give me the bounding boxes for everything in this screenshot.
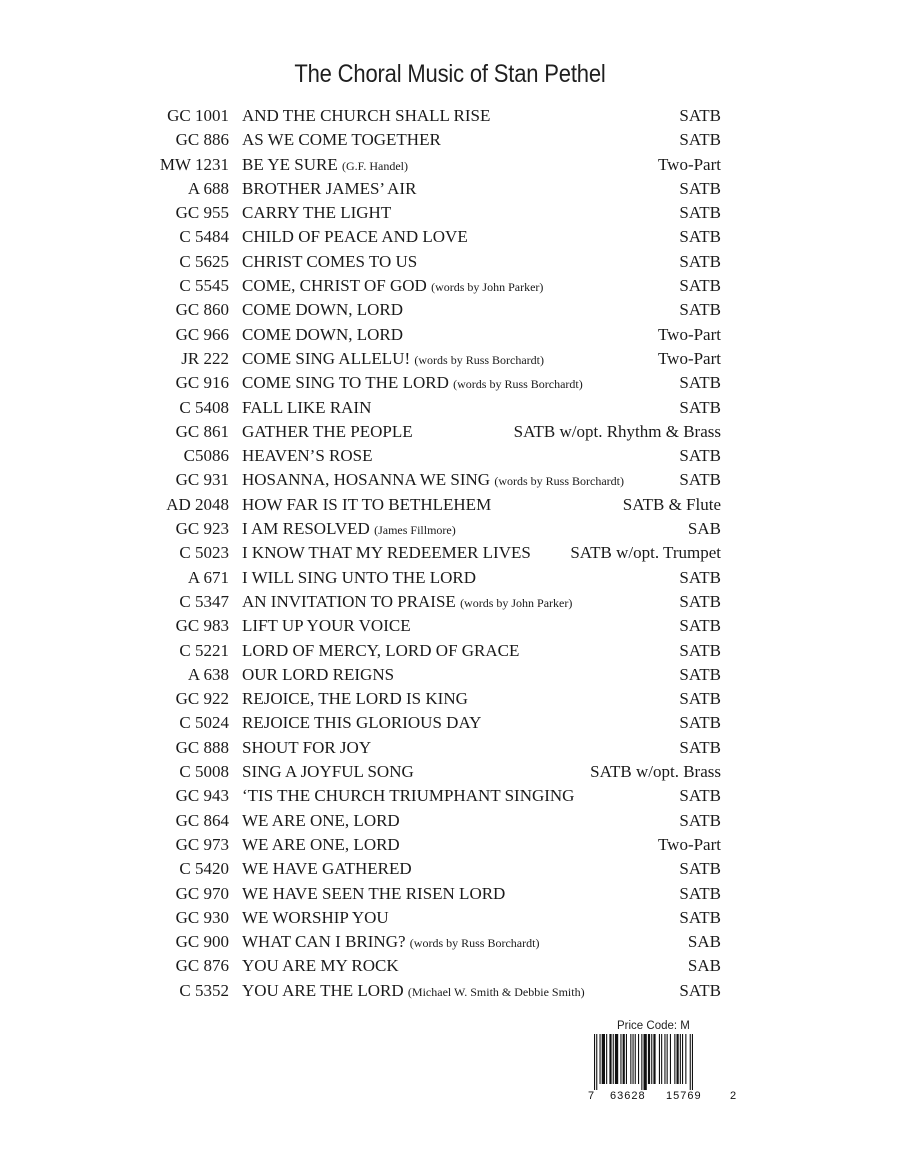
song-title: HOW FAR IS IT TO BETHLEHEM (242, 494, 492, 514)
song-title-cell (242, 566, 476, 590)
catalog-row (0, 930, 900, 954)
catalog-code: C 5625 (179, 251, 229, 271)
song-title-cell (242, 493, 491, 517)
song-title: HEAVEN’S ROSE (242, 446, 373, 466)
song-credit: (James Fillmore) (374, 523, 456, 538)
song-title: LIFT UP YOUR VOICE (242, 616, 411, 636)
catalog-row (0, 639, 900, 663)
catalog-row (0, 736, 900, 760)
barcode-left-digits: 63628 (610, 1090, 646, 1102)
catalog-code: GC 860 (175, 300, 229, 320)
catalog-row (0, 906, 900, 930)
song-title-cell (242, 857, 412, 881)
catalog-row (0, 153, 900, 177)
song-title-cell (242, 541, 531, 565)
catalog-row (0, 250, 900, 274)
barcode-bars (594, 1034, 724, 1090)
barcode-bar (620, 1034, 621, 1084)
voicing: SATB (679, 203, 721, 223)
song-title-cell (242, 906, 389, 930)
song-title-cell (242, 468, 624, 493)
barcode-bar (606, 1034, 607, 1084)
catalog-code: C 5024 (179, 713, 229, 733)
catalog-code: C 5420 (179, 859, 229, 879)
catalog-row (0, 566, 900, 590)
song-title: HOSANNA, HOSANNA WE SING (242, 470, 491, 490)
voicing: SAB (687, 956, 721, 976)
barcode-bar (602, 1034, 605, 1084)
catalog-list (0, 104, 900, 1003)
barcode (588, 1034, 737, 1104)
catalog-code: MW 1231 (159, 154, 229, 174)
voicing: SATB (679, 713, 721, 733)
barcode-bar (659, 1034, 660, 1084)
song-title-cell (242, 225, 468, 249)
voicing: SATB (679, 446, 721, 466)
catalog-row (0, 614, 900, 638)
barcode-bar (623, 1034, 625, 1084)
catalog-row (0, 663, 900, 687)
song-title: GATHER THE PEOPLE (242, 421, 413, 441)
song-title-cell (242, 930, 539, 955)
catalog-row (0, 784, 900, 808)
song-title: WE ARE ONE, LORD (242, 810, 400, 830)
song-title-cell (242, 882, 505, 906)
catalog-code: GC 1001 (167, 106, 229, 125)
song-title: CHILD OF PEACE AND LOVE (242, 227, 468, 247)
catalog-row (0, 687, 900, 711)
catalog-code: C 5408 (179, 397, 229, 417)
song-title: CARRY THE LIGHT (242, 203, 392, 223)
song-title: ‘TIS THE CHURCH TRIUMPHANT SINGING (242, 786, 575, 806)
barcode-bar (609, 1034, 611, 1084)
song-title-cell (242, 177, 416, 201)
song-title: WE ARE ONE, LORD (242, 834, 400, 854)
song-title-cell (242, 250, 417, 274)
catalog-code: GC 970 (175, 883, 229, 903)
voicing: SATB (679, 980, 721, 1000)
voicing: SATB (679, 373, 721, 393)
song-credit: (words by Russ Borchardt) (494, 474, 624, 489)
catalog-code: GC 886 (175, 130, 229, 150)
voicing: Two-Part (657, 324, 721, 344)
voicing: Two-Part (657, 348, 721, 368)
catalog-row (0, 590, 900, 614)
song-title: COME, CHRIST OF GOD (242, 276, 427, 296)
song-title: I WILL SING UNTO THE LORD (242, 567, 477, 587)
catalog-code: A 671 (187, 567, 229, 587)
barcode-bar (692, 1034, 693, 1090)
barcode-check-digit: 2 (730, 1090, 737, 1102)
song-title-cell (242, 784, 574, 808)
barcode-bar (596, 1034, 597, 1090)
catalog-row (0, 323, 900, 347)
catalog-row (0, 128, 900, 152)
voicing: SATB w/opt. Trumpet (570, 543, 721, 563)
catalog-code: C 5484 (179, 227, 229, 247)
catalog-row (0, 711, 900, 735)
song-title-cell (242, 396, 371, 420)
catalog-code: C 5352 (179, 980, 229, 1000)
catalog-code: A 638 (187, 664, 229, 684)
barcode-right-digits: 15769 (666, 1090, 702, 1102)
barcode-bar (600, 1034, 601, 1084)
song-title: WE WORSHIP YOU (242, 907, 389, 927)
voicing: SATB (679, 300, 721, 320)
catalog-code: GC 922 (175, 689, 229, 709)
price-code: Price Code: M (617, 1020, 690, 1032)
catalog-code: GC 923 (175, 519, 229, 539)
song-title: CHRIST COMES TO US (242, 251, 418, 271)
barcode-bar (613, 1034, 614, 1084)
voicing: SATB (679, 251, 721, 271)
song-title: COME DOWN, LORD (242, 324, 404, 344)
voicing: SATB (679, 737, 721, 757)
song-title-cell (242, 371, 583, 396)
song-title-cell (242, 153, 408, 178)
barcode-bar (641, 1034, 642, 1090)
song-title-cell (242, 736, 371, 760)
catalog-row (0, 541, 900, 565)
song-title: OUR LORD REIGNS (242, 664, 395, 684)
voicing: SATB (679, 664, 721, 684)
catalog-code: GC 930 (175, 907, 229, 927)
song-title: REJOICE THIS GLORIOUS DAY (242, 713, 482, 733)
catalog-code: C 5545 (179, 276, 229, 296)
voicing: Two-Part (657, 154, 721, 174)
song-title-cell (242, 201, 391, 225)
barcode-bar (644, 1034, 647, 1090)
catalog-code: GC 876 (175, 956, 229, 976)
catalog-code: C 5347 (179, 591, 229, 611)
song-title: AS WE COME TOGETHER (242, 130, 441, 150)
voicing: SATB & Flute (622, 494, 721, 514)
voicing: SAB (687, 932, 721, 952)
song-title-cell (242, 444, 373, 468)
catalog-code: GC 983 (175, 616, 229, 636)
song-credit: (words by Russ Borchardt) (453, 377, 583, 392)
song-title-cell (242, 979, 585, 1004)
catalog-row (0, 104, 900, 128)
song-title: FALL LIKE RAIN (242, 397, 372, 417)
song-title-cell (242, 760, 414, 784)
song-title: BE YE SURE (242, 154, 338, 174)
voicing: SATB w/opt. Rhythm & Brass (513, 421, 721, 441)
song-title: SING A JOYFUL SONG (242, 762, 414, 782)
barcode-bar (630, 1034, 631, 1084)
song-title: WE HAVE GATHERED (242, 859, 412, 879)
barcode-bar (638, 1034, 639, 1084)
catalog-row (0, 493, 900, 517)
barcode-lead-digit: 7 (588, 1090, 595, 1102)
song-title-cell (242, 614, 411, 638)
barcode-bar (670, 1034, 671, 1084)
catalog-code: C 5008 (179, 762, 229, 782)
voicing: SATB (679, 227, 721, 247)
catalog-row (0, 298, 900, 322)
barcode-bar (685, 1034, 686, 1084)
barcode-bar (653, 1034, 655, 1084)
barcode-bar (677, 1034, 679, 1084)
song-title: WHAT CAN I BRING? (242, 932, 406, 952)
catalog-row (0, 396, 900, 420)
catalog-row (0, 274, 900, 298)
catalog-code: C5086 (183, 446, 229, 466)
catalog-row (0, 225, 900, 249)
song-title: BROTHER JAMES’ AIR (242, 178, 417, 198)
barcode-bar (674, 1034, 675, 1084)
barcode-bar (594, 1034, 595, 1090)
barcode-bar (633, 1034, 634, 1084)
voicing: SAB (687, 519, 721, 539)
catalog-code: AD 2048 (166, 494, 229, 514)
song-title-cell (242, 420, 413, 444)
barcode-bar (664, 1034, 665, 1084)
song-title-cell (242, 590, 572, 615)
song-credit: (words by John Parker) (431, 280, 544, 295)
catalog-code: GC 864 (175, 810, 229, 830)
voicing: SATB (679, 567, 721, 587)
voicing: SATB (679, 859, 721, 879)
song-title: AN INVITATION TO PRAISE (242, 591, 456, 611)
barcode-bar (635, 1034, 636, 1084)
catalog-row (0, 444, 900, 468)
catalog-row (0, 954, 900, 978)
catalog-row (0, 347, 900, 371)
barcode-bar (680, 1034, 681, 1084)
song-title-cell (242, 323, 403, 347)
voicing: SATB (679, 178, 721, 198)
barcode-bar (626, 1034, 627, 1084)
song-title: YOU ARE THE LORD (242, 980, 404, 1000)
song-title-cell (242, 663, 394, 687)
catalog-code: GC 931 (175, 470, 229, 490)
song-credit: (words by Russ Borchardt) (414, 352, 545, 367)
catalog-row (0, 468, 900, 492)
catalog-row (0, 177, 900, 201)
catalog-row (0, 833, 900, 857)
song-credit: (G.F. Handel) (341, 158, 408, 173)
song-title: COME SING ALLELU! (242, 348, 411, 368)
catalog-code: GC 861 (175, 421, 229, 441)
song-title-cell (242, 347, 544, 372)
song-title-cell (242, 833, 400, 857)
catalog-code: GC 973 (175, 834, 229, 854)
catalog-row (0, 857, 900, 881)
voicing: SATB (679, 470, 721, 490)
catalog-code: GC 888 (175, 737, 229, 757)
song-title-cell (242, 104, 490, 128)
song-title: LORD OF MERCY, LORD OF GRACE (242, 640, 520, 660)
song-title-cell (242, 517, 456, 542)
catalog-code: GC 943 (175, 786, 229, 806)
barcode-bar (661, 1034, 662, 1084)
song-title: AND THE CHURCH SHALL RISE (242, 106, 491, 125)
catalog-row (0, 201, 900, 225)
catalog-row (0, 371, 900, 395)
catalog-row (0, 979, 900, 1003)
voicing: Two-Part (657, 834, 721, 854)
voicing: SATB (679, 786, 721, 806)
song-title: I KNOW THAT MY REDEEMER LIVES (242, 543, 531, 563)
voicing: SATB (679, 689, 721, 709)
catalog-code: GC 966 (175, 324, 229, 344)
song-credit: (words by John Parker) (460, 595, 573, 610)
barcode-bar (667, 1034, 668, 1084)
song-title-cell (242, 639, 519, 663)
voicing: SATB (679, 276, 721, 296)
barcode-bar (615, 1034, 618, 1084)
voicing: SATB (679, 616, 721, 636)
catalog-row (0, 760, 900, 784)
barcode-bar (682, 1034, 683, 1084)
song-title: REJOICE, THE LORD IS KING (242, 689, 468, 709)
song-title-cell (242, 128, 441, 152)
catalog-code: JR 222 (181, 348, 229, 368)
song-title: COME DOWN, LORD (242, 300, 404, 320)
voicing: SATB (679, 397, 721, 417)
song-credit: (words by Russ Borchardt) (409, 936, 540, 951)
song-title: SHOUT FOR JOY (242, 737, 372, 757)
song-title-cell (242, 274, 543, 299)
catalog-code: GC 955 (175, 203, 229, 223)
voicing: SATB (679, 640, 721, 660)
catalog-code: C 5221 (179, 640, 229, 660)
voicing: SATB (679, 130, 721, 150)
catalog-row (0, 809, 900, 833)
song-title-cell (242, 687, 468, 711)
song-title-cell (242, 809, 400, 833)
barcode-bar (648, 1034, 650, 1084)
catalog-code: GC 916 (175, 373, 229, 393)
catalog-row (0, 882, 900, 906)
song-title-cell (242, 711, 481, 735)
catalog-row (0, 420, 900, 444)
barcode-bar (651, 1034, 652, 1084)
catalog-row (0, 517, 900, 541)
song-title-cell (242, 954, 399, 978)
catalog-code: A 688 (187, 178, 229, 198)
voicing: SATB (679, 907, 721, 927)
voicing: SATB (679, 591, 721, 611)
song-title: I AM RESOLVED (242, 519, 370, 539)
song-title: YOU ARE MY ROCK (242, 956, 399, 976)
voicing: SATB (679, 883, 721, 903)
song-credit: (Michael W. Smith & Debbie Smith) (407, 984, 585, 999)
voicing: SATB w/opt. Brass (590, 762, 721, 782)
song-title: WE HAVE SEEN THE RISEN LORD (242, 883, 506, 903)
catalog-code: GC 900 (175, 932, 229, 952)
song-title: COME SING TO THE LORD (242, 373, 449, 393)
song-title-cell (242, 298, 403, 322)
page-title: The Choral Music of Stan Pethel (294, 60, 606, 88)
barcode-bar (690, 1034, 691, 1090)
catalog-code: C 5023 (179, 543, 229, 563)
voicing: SATB (679, 106, 721, 125)
voicing: SATB (679, 810, 721, 830)
